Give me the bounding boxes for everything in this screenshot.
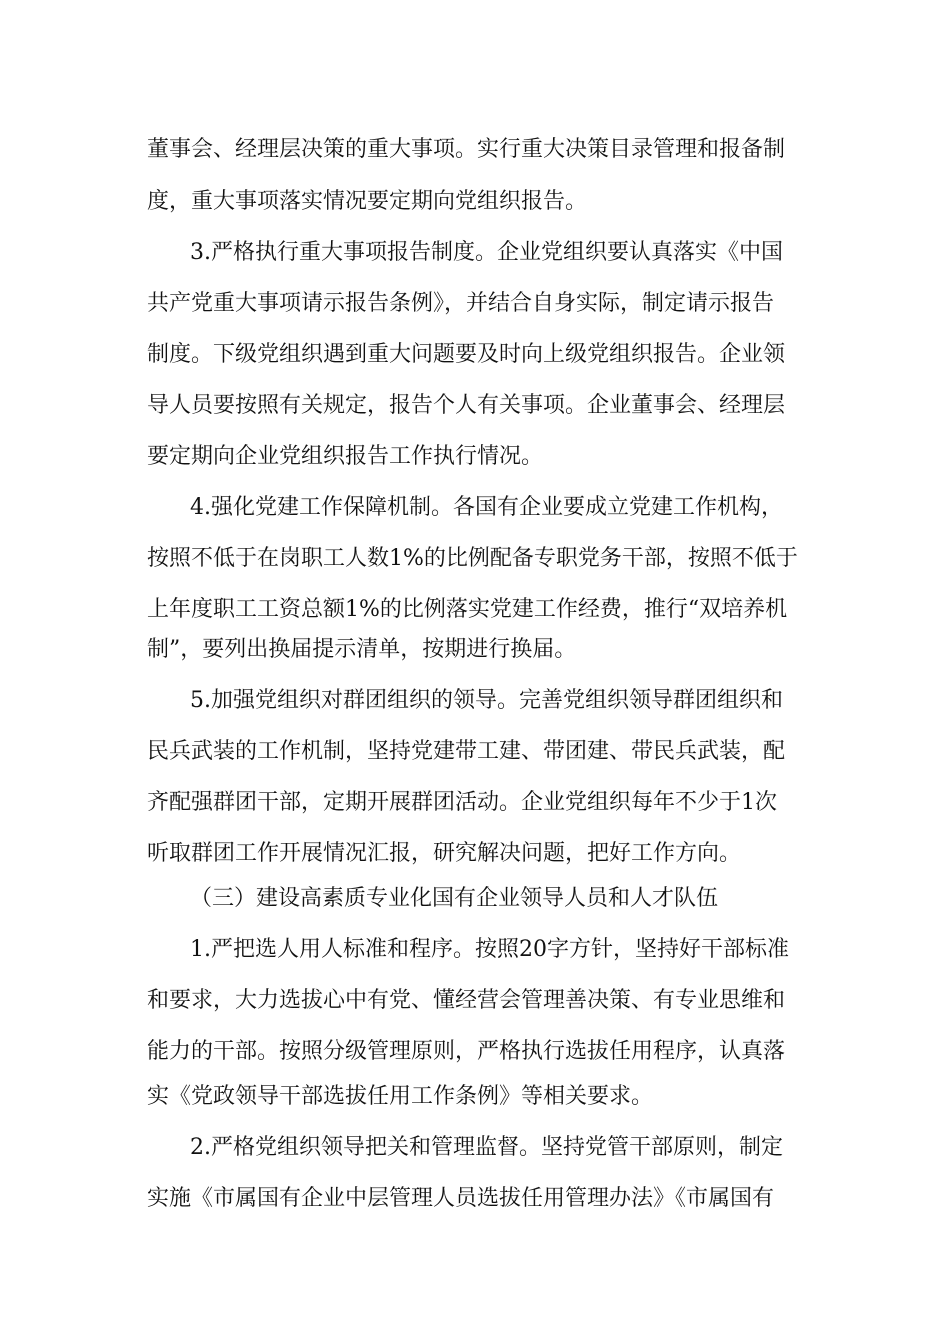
text-line: 董事会、经理层决策的重大事项。实行重大决策目录管理和报备制	[147, 137, 786, 162]
section-heading: （三）建设高素质专业化国有企业领导人员和人才队伍	[190, 886, 719, 911]
text-line: 制”，要列出换届提示清单，按期进行换届。	[147, 637, 577, 662]
text-line: 共产党重大事项请示报告条例》，并结合自身实际，制定请示报告	[147, 291, 775, 316]
text-line: 和要求，大力选拔心中有党、懂经营会管理善决策、有专业思维和	[147, 988, 786, 1013]
text-line: 制度。下级党组织遇到重大问题要及时向上级党组织报告。企业领	[147, 342, 786, 367]
text-line: 要定期向企业党组织报告工作执行情况。	[147, 444, 544, 469]
text-line: 5.加强党组织对群团组织的领导。完善党组织领导群团组织和	[190, 688, 783, 713]
text-line: 齐配强群团干部，定期开展群团活动。企业党组织每年不少于1次	[147, 790, 777, 815]
text-line: 按照不低于在岗职工人数1%的比例配备专职党务干部，按照不低于	[147, 546, 798, 571]
text-line: 1.严把选人用人标准和程序。按照20字方针，坚持好干部标准	[190, 937, 789, 962]
text-line: 民兵武装的工作机制，坚持党建带工建、带团建、带民兵武装，配	[147, 739, 786, 764]
text-line: 听取群团工作开展情况汇报，研究解决问题，把好工作方向。	[147, 841, 742, 866]
text-line: 4.强化党建工作保障机制。各国有企业要成立党建工作机构，	[190, 495, 783, 520]
text-line: 度，重大事项落实情况要定期向党组织报告。	[147, 189, 588, 214]
text-line: 上年度职工工资总额1%的比例落实党建工作经费，推行“双培养机	[147, 597, 788, 622]
text-line: 导人员要按照有关规定，报告个人有关事项。企业董事会、经理层	[147, 393, 786, 418]
text-line: 3.严格执行重大事项报告制度。企业党组织要认真落实《中国	[190, 240, 783, 265]
text-line: 能力的干部。按照分级管理原则，严格执行选拔任用程序，认真落	[147, 1039, 786, 1064]
text-line: 实《党政领导干部选拔任用工作条例》等相关要求。	[147, 1084, 654, 1109]
text-line: 2.严格党组织领导把关和管理监督。坚持党管干部原则，制定	[190, 1135, 783, 1160]
text-line: 实施《市属国有企业中层管理人员选拔任用管理办法》《市属国有	[147, 1186, 775, 1211]
